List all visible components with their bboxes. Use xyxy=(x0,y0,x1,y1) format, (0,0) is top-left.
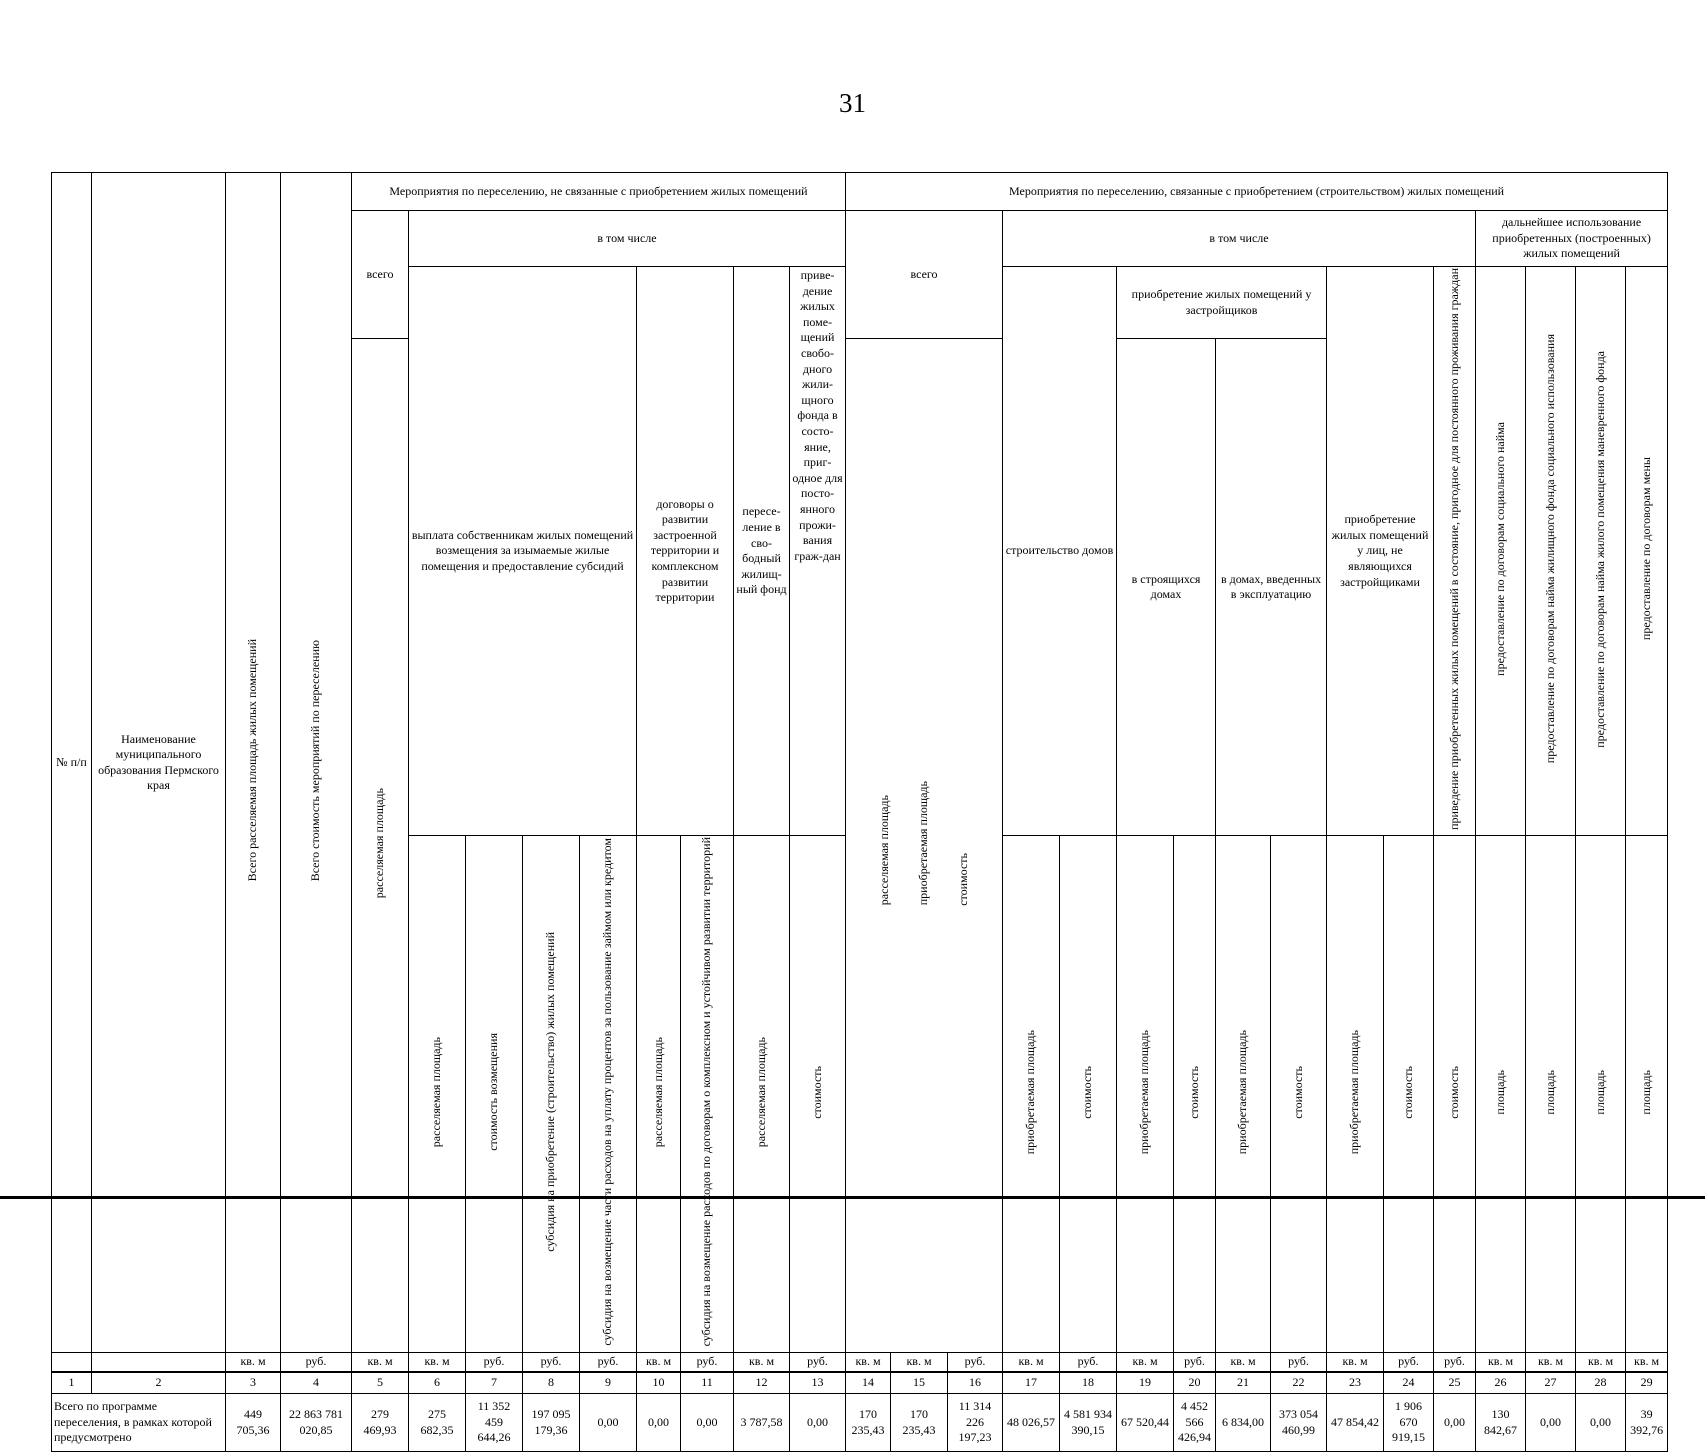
total-value: 170 235,43 xyxy=(846,1394,891,1452)
header-acquire-persons xyxy=(1327,267,1434,836)
sub-c23-text: приобретаемая площадь xyxy=(1347,1030,1362,1155)
header-v-tom-chisle-1-text: в том числе xyxy=(597,230,657,245)
total-value: 130 842,67 xyxy=(1476,1394,1526,1452)
column-number: 18 xyxy=(1060,1372,1117,1394)
total-value: 449 705,36 xyxy=(226,1394,281,1452)
sub-c29-text: площадь xyxy=(1638,1069,1653,1115)
sub-c10 xyxy=(637,836,681,1353)
sub-c25-text: стоимость xyxy=(1446,1065,1461,1119)
header-bringing-acquired-text: приведение приобретенных жилых помещений в состояние, пригодное для постоянного проживания граждан xyxy=(1446,268,1461,830)
sub-c14-text: расселяемая площадь xyxy=(876,795,891,906)
sub-c5 xyxy=(352,339,409,1353)
column-number: 9 xyxy=(580,1372,637,1394)
sub-c21 xyxy=(1216,836,1271,1353)
sub-c7-text: стоимость возмещения xyxy=(486,1033,501,1152)
header-payment-text: выплата собственникам жилых помещений возмещения за изымаемые жилые помещения и предоставление субсидий xyxy=(411,527,634,574)
header-no xyxy=(52,173,92,1353)
column-number: 17 xyxy=(1003,1372,1060,1394)
sub-c12-text: расселяемая площадь xyxy=(753,1037,768,1148)
header-social-rent xyxy=(1476,267,1526,836)
page-number: 31 xyxy=(839,88,866,118)
sub-c13-text: стоимость xyxy=(809,1065,824,1119)
column-number: 1 xyxy=(52,1372,92,1394)
total-value: 373 054 460,99 xyxy=(1271,1394,1327,1452)
header-vsego-2 xyxy=(846,211,1003,339)
total-value: 279 469,93 xyxy=(352,1394,409,1452)
unit-cell: кв. м xyxy=(846,1353,891,1372)
column-number: 27 xyxy=(1526,1372,1576,1394)
header-vsego-1 xyxy=(352,211,409,339)
sub-c28 xyxy=(1576,836,1626,1353)
header-acquire-builders-text: приобретение жилых помещений у застройщиков xyxy=(1131,286,1312,317)
header-in-commissioned xyxy=(1216,339,1327,836)
unit-cell: руб. xyxy=(948,1353,1003,1372)
total-value: 0,00 xyxy=(1434,1394,1476,1452)
sub-c24 xyxy=(1384,836,1434,1353)
sub-c5-text: расселяемая площадь xyxy=(372,788,387,899)
total-value: 6 834,00 xyxy=(1216,1394,1271,1452)
unit-cell: руб. xyxy=(1060,1353,1117,1372)
header-group-not-acquire-text: Мероприятия по переселению, не связанные с приобретением жилых помещений xyxy=(389,183,808,198)
total-value: 0,00 xyxy=(637,1394,681,1452)
total-value: 47 854,42 xyxy=(1327,1394,1384,1452)
header-social-rent-text: предоставление по договорам социального найма xyxy=(1492,422,1507,676)
unit-cell: кв. м xyxy=(734,1353,790,1372)
sub-c20 xyxy=(1174,836,1216,1353)
header-acquire-builders xyxy=(1117,267,1327,339)
header-total-cost-text: Всего стоимость мероприятий по переселению xyxy=(308,639,323,882)
total-row-label: Всего по программе переселения, в рамках которой предусмотрено xyxy=(52,1394,226,1452)
header-commercial-rent-text: предоставление по договорам найма жилищного фонда социального использования xyxy=(1542,334,1557,764)
column-number: 13 xyxy=(790,1372,846,1394)
unit-empty xyxy=(52,1353,92,1372)
header-in-building xyxy=(1117,339,1216,836)
unit-cell: кв. м xyxy=(1526,1353,1576,1372)
sub-c25 xyxy=(1434,836,1476,1353)
total-value: 0,00 xyxy=(681,1394,734,1452)
sub-c12 xyxy=(734,836,790,1353)
header-group-acquire xyxy=(846,173,1668,211)
sub-c20-text: стоимость xyxy=(1186,1065,1201,1119)
total-value: 11 352 459 644,26 xyxy=(466,1394,523,1452)
sub-c27-text: площадь xyxy=(1542,1069,1557,1115)
column-number: 10 xyxy=(637,1372,681,1394)
header-further-use-text: дальнейшее использование приобретенных (построенных) жилых помещений xyxy=(1492,215,1651,261)
column-number: 20 xyxy=(1174,1372,1216,1394)
sub-c19 xyxy=(1117,836,1174,1353)
unit-cell: кв. м xyxy=(891,1353,948,1372)
total-value: 275 682,35 xyxy=(409,1394,466,1452)
column-number: 15 xyxy=(891,1372,948,1394)
column-number: 22 xyxy=(1271,1372,1327,1394)
header-name xyxy=(92,173,226,1353)
sub-c9-text: субсидия на возмещение части расходов на уплату процентов за пользование займом или кредитом xyxy=(600,838,615,1346)
total-value: 3 787,58 xyxy=(734,1394,790,1452)
header-v-tom-chisle-1 xyxy=(409,211,846,267)
column-number: 24 xyxy=(1384,1372,1434,1394)
sub-c6 xyxy=(409,836,466,1353)
header-in-commissioned-text: в домах, введенных в эксплуатацию xyxy=(1220,571,1322,602)
column-number: 21 xyxy=(1216,1372,1271,1394)
header-bringing-text: приве-дение жилых поме-щений свобо-дного жили-щного фонда в состо-яние, приг-одное для посто-янного прожи-вания граж-дан xyxy=(792,268,843,563)
unit-cell: кв. м xyxy=(1117,1353,1174,1372)
header-no-text: № п/п xyxy=(56,754,87,769)
sub-c10-text: расселяемая площадь xyxy=(650,1037,665,1148)
unit-cell: руб. xyxy=(790,1353,846,1372)
header-contracts-text: договоры о развитии застроенной территории и комплексном развитии территории xyxy=(650,496,720,605)
unit-cell: кв. м xyxy=(1003,1353,1060,1372)
total-value: 4 452 566 426,94 xyxy=(1174,1394,1216,1452)
unit-cell: руб. xyxy=(281,1353,352,1372)
header-resettle-free xyxy=(734,267,790,836)
unit-cell: руб. xyxy=(1174,1353,1216,1372)
total-value: 22 863 781 020,85 xyxy=(281,1394,352,1452)
total-value: 0,00 xyxy=(1576,1394,1626,1452)
total-value: 67 520,44 xyxy=(1117,1394,1174,1452)
total-value: 48 026,57 xyxy=(1003,1394,1060,1452)
header-acquire-persons-text: приобретение жилых помещений у лиц, не являющихся застройщиками xyxy=(1331,512,1429,589)
column-number: 16 xyxy=(948,1372,1003,1394)
sub-c18-text: стоимость xyxy=(1080,1065,1095,1119)
header-group-not-acquire xyxy=(352,173,846,211)
total-value: 197 095 179,36 xyxy=(523,1394,580,1452)
sub-c17-text: приобретаемая площадь xyxy=(1023,1030,1038,1155)
sub-c23 xyxy=(1327,836,1384,1353)
sub-c17 xyxy=(1003,836,1060,1353)
sub-c21-text: приобретаемая площадь xyxy=(1235,1030,1250,1155)
header-bringing xyxy=(790,267,846,836)
unit-cell: кв. м xyxy=(352,1353,409,1372)
header-total-area-text: Всего расселяемая площадь жилых помещений xyxy=(245,639,260,882)
sub-c13 xyxy=(790,836,846,1353)
header-bringing-acquired xyxy=(1434,267,1476,836)
unit-cell: кв. м xyxy=(1216,1353,1271,1372)
unit-cell: кв. м xyxy=(1476,1353,1526,1372)
sub-c22 xyxy=(1271,836,1327,1353)
column-number: 25 xyxy=(1434,1372,1476,1394)
unit-cell: руб. xyxy=(1271,1353,1327,1372)
header-total-cost xyxy=(281,173,352,1353)
column-number: 4 xyxy=(281,1372,352,1394)
header-in-building-text: в строящихся домах xyxy=(1131,571,1201,602)
column-number: 11 xyxy=(681,1372,734,1394)
column-number: 19 xyxy=(1117,1372,1174,1394)
unit-cell: руб. xyxy=(1434,1353,1476,1372)
header-exchange-text: предоставление по договорам мены xyxy=(1638,457,1653,641)
sub-c6-text: расселяемая площадь xyxy=(429,1037,444,1148)
sub-c11-text: субсидия на возмещение расходов по договорам о комплексном и устойчивом развитии территорий xyxy=(699,837,714,1347)
sub-c28-text: площадь xyxy=(1592,1069,1607,1115)
units-row xyxy=(52,1353,1668,1372)
sub-c9 xyxy=(580,836,637,1353)
header-construction xyxy=(1003,267,1117,836)
total-value: 4 581 934 390,15 xyxy=(1060,1394,1117,1452)
sub-c8-text: субсидия на приобретение (строительство) жилых помещений xyxy=(543,932,558,1253)
sub-c16-text: стоимость xyxy=(955,852,970,906)
column-number: 7 xyxy=(466,1372,523,1394)
header-maneuver-rent-text: предоставление по договорам найма жилого помещения маневренного фонда xyxy=(1592,350,1607,748)
unit-cell: кв. м xyxy=(1576,1353,1626,1372)
column-number: 12 xyxy=(734,1372,790,1394)
total-value: 0,00 xyxy=(580,1394,637,1452)
total-value: 11 314 226 197,23 xyxy=(948,1394,1003,1452)
header-v-tom-chisle-2 xyxy=(1003,211,1476,267)
column-number: 3 xyxy=(226,1372,281,1394)
column-number: 29 xyxy=(1626,1372,1668,1394)
sub-c19-text: приобретаемая площадь xyxy=(1137,1030,1152,1155)
column-number: 26 xyxy=(1476,1372,1526,1394)
unit-cell: руб. xyxy=(466,1353,523,1372)
header-maneuver-rent xyxy=(1576,267,1626,836)
header-name-text: Наименование муниципального образования Пермского края xyxy=(98,731,219,793)
sub-c22-text: стоимость xyxy=(1290,1065,1305,1119)
total-value: 0,00 xyxy=(790,1394,846,1452)
header-vsego-2-text: всего xyxy=(910,266,938,281)
column-number: 2 xyxy=(92,1372,226,1394)
header-contracts xyxy=(637,267,734,836)
sub-c26 xyxy=(1476,836,1526,1353)
column-number: 23 xyxy=(1327,1372,1384,1394)
unit-cell: руб. xyxy=(1384,1353,1434,1372)
column-number: 14 xyxy=(846,1372,891,1394)
total-value: 170 235,43 xyxy=(891,1394,948,1452)
column-number: 8 xyxy=(523,1372,580,1394)
unit-cell: кв. м xyxy=(226,1353,281,1372)
total-value: 39 392,76 xyxy=(1626,1394,1668,1452)
column-number: 5 xyxy=(352,1372,409,1394)
total-value: 1 906 670 919,15 xyxy=(1384,1394,1434,1452)
unit-cell: кв. м xyxy=(1327,1353,1384,1372)
sub-c8 xyxy=(523,836,580,1353)
total-row xyxy=(52,1394,1668,1452)
unit-cell: кв. м xyxy=(409,1353,466,1372)
header-further-use xyxy=(1476,211,1668,267)
header-vsego-1-text: всего xyxy=(366,266,394,281)
header-payment xyxy=(409,267,637,836)
header-total-area xyxy=(226,173,281,1353)
sub-c26-text: площадь xyxy=(1492,1069,1507,1115)
sub-c14 xyxy=(846,339,1003,1353)
header-exchange xyxy=(1626,267,1668,836)
header-group-acquire-text: Мероприятия по переселению, связанные с приобретением (строительством) жилых помещений xyxy=(1009,183,1505,198)
header-commercial-rent xyxy=(1526,267,1576,836)
header-construction-text: строительство домов xyxy=(1005,543,1114,558)
column-numbers-row xyxy=(52,1372,1668,1394)
unit-cell: руб. xyxy=(523,1353,580,1372)
sub-c24-text: стоимость xyxy=(1400,1065,1415,1119)
column-number: 6 xyxy=(409,1372,466,1394)
unit-cell: руб. xyxy=(580,1353,637,1372)
unit-cell: кв. м xyxy=(637,1353,681,1372)
total-value: 0,00 xyxy=(1526,1394,1576,1452)
unit-cell: кв. м xyxy=(1626,1353,1668,1372)
unit-cell: руб. xyxy=(681,1353,734,1372)
column-number: 28 xyxy=(1576,1372,1626,1394)
header-v-tom-chisle-2-text: в том числе xyxy=(1209,230,1269,245)
sub-c11 xyxy=(681,836,734,1353)
sub-c15-text: приобретаемая площадь xyxy=(916,781,931,906)
sub-c27 xyxy=(1526,836,1576,1353)
resettlement-table xyxy=(51,172,1668,1452)
header-resettle-free-text: пересе-ление в сво-бодный жилищ-ный фонд xyxy=(736,504,787,597)
sub-c7 xyxy=(466,836,523,1353)
sub-c18 xyxy=(1060,836,1117,1353)
unit-empty xyxy=(92,1353,226,1372)
sub-c29 xyxy=(1626,836,1668,1353)
